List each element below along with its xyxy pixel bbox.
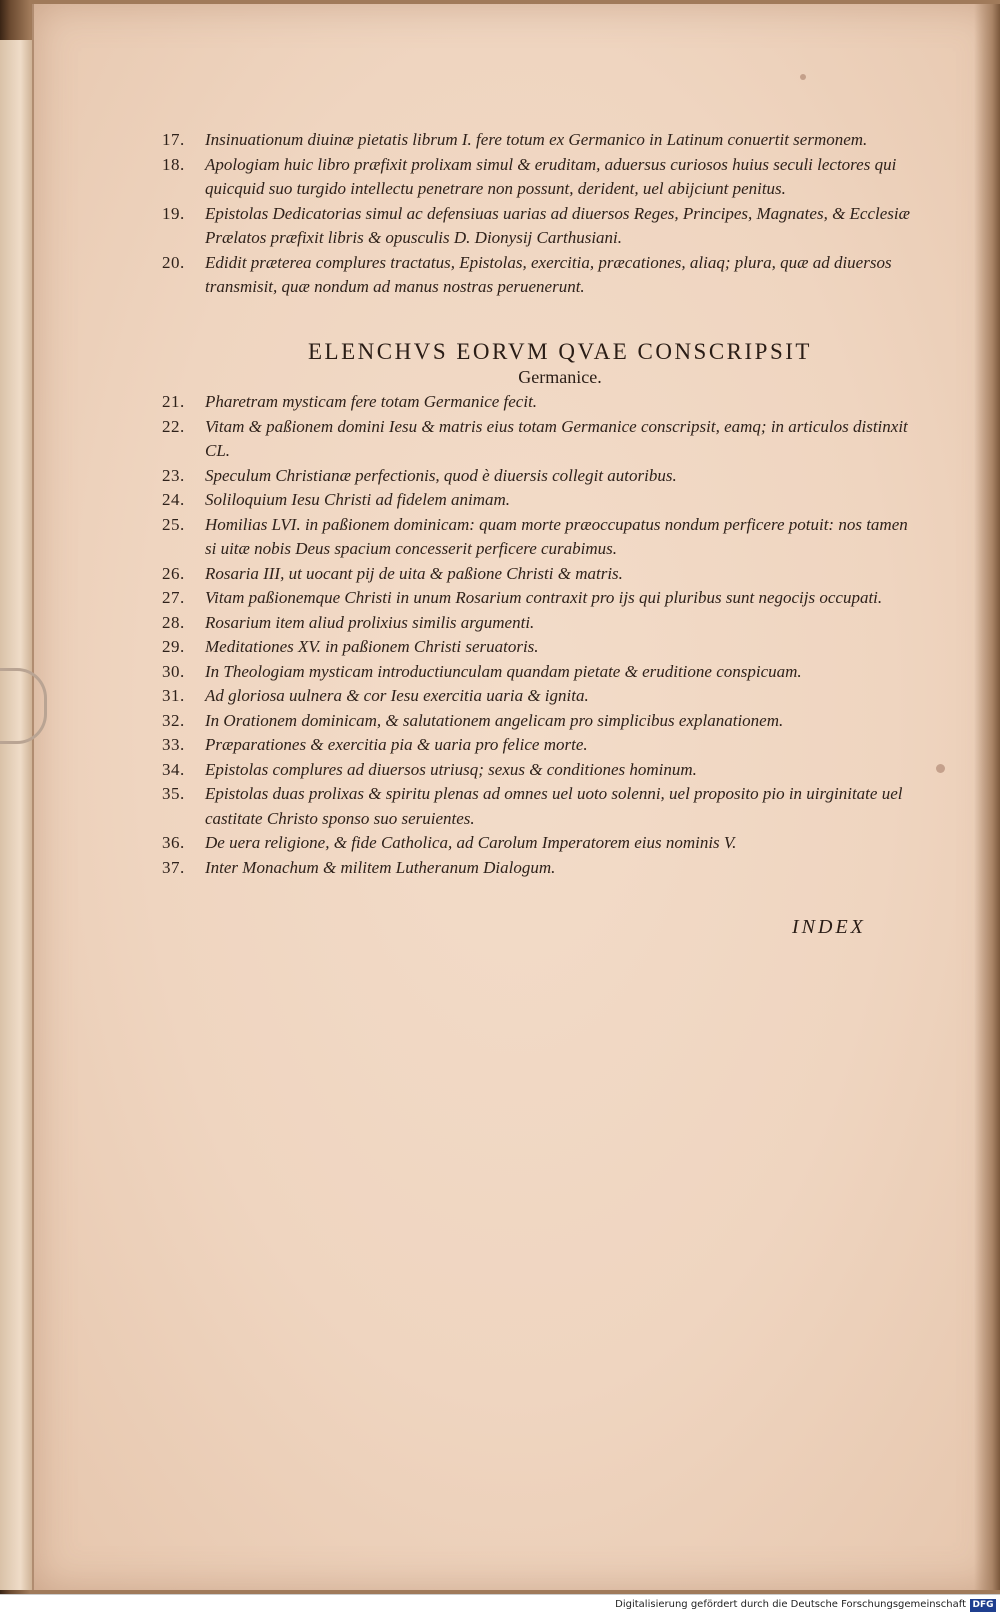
list-item (162, 586, 922, 611)
entry-number: 37. (162, 857, 185, 877)
entry-number: 23. (162, 465, 185, 485)
list-item (162, 488, 922, 513)
entry-text: Rosaria III, ut uocant pij de uita & paßione Christi & matris. (205, 563, 623, 583)
entry-text: Meditationes XV. in paßionem Christi seruatoris. (205, 637, 539, 656)
list-item (162, 758, 922, 783)
entry-number: 31. (162, 686, 185, 705)
entry-text: Præparationes & exercitia pia & uaria pro felice morte. (205, 735, 588, 754)
list-item (162, 782, 922, 831)
entry-number: 19. (162, 203, 185, 223)
list-item (162, 153, 922, 202)
dfg-logo-icon: DFG (970, 1599, 996, 1612)
list-item (162, 831, 922, 856)
entry-text: Rosarium item aliud prolixius similis argumenti. (205, 612, 535, 632)
list-item (162, 562, 922, 587)
list-item (162, 856, 922, 881)
entry-text: Epistolas complures ad diuersos utriusq; sexus & conditiones hominum. (205, 759, 697, 779)
entry-number: 18. (162, 154, 185, 174)
entry-number: 24. (162, 490, 185, 509)
entry-number: 34. (162, 759, 185, 779)
entry-text: Epistolas duas prolixas & spiritu plenas ad omnes uel uoto solenni, uel proposito pio in uirginitate uel castitate Christo sponso suo seruientes. (205, 784, 903, 828)
entry-list-after-heading (162, 390, 922, 880)
entry-number: 33. (162, 735, 185, 754)
heading-title: ELENCHVS EORVM QVAE CONSCRIPSIT (308, 339, 812, 364)
entry-number: 21. (162, 392, 185, 411)
entry-text: Ad gloriosa uulnera & cor Iesu exercitia uaria & ignita. (205, 686, 589, 705)
entry-number: 25. (162, 514, 185, 534)
entry-number: 22. (162, 416, 185, 436)
adjacent-page-edge (0, 40, 35, 1590)
entry-number: 36. (162, 833, 185, 852)
list-item (162, 709, 922, 734)
entry-text: Edidit præterea complures tractatus, Epistolas, exercitia, præcationes, aliaq; plura, quæ ad diuersos transmisit, quæ nondum ad manus nostras peruenerunt. (205, 252, 892, 296)
entry-number: 28. (162, 612, 185, 632)
entry-number: 29. (162, 637, 185, 656)
section-heading (240, 338, 880, 388)
entry-text: In Orationem dominicam, & salutationem angelicam pro simplicibus explanationem. (205, 710, 784, 730)
entry-text: Inter Monachum & militem Lutheranum Dialogum. (205, 857, 556, 877)
list-item (162, 611, 922, 636)
entry-number: 32. (162, 710, 185, 730)
entry-text: De uera religione, & fide Catholica, ad Carolum Imperatorem eius nominis V. (205, 833, 737, 852)
ink-spot (800, 74, 806, 80)
list-item (162, 464, 922, 489)
list-item (162, 251, 922, 300)
entry-number: 35. (162, 784, 185, 803)
entry-text: Speculum Christianæ perfectionis, quod è diuersis collegit autoribus. (205, 465, 677, 485)
entry-number: 20. (162, 252, 185, 272)
list-item (162, 635, 922, 660)
entry-text: In Theologiam mysticam introductiunculam quandam pietate & eruditione conspicuam. (205, 661, 802, 681)
entry-text: Pharetram mysticam fere totam Germanice fecit. (205, 392, 538, 411)
entry-text: Vitam paßionemque Christi in unum Rosarium contraxit pro ijs qui pluribus sunt negocijs occupati. (205, 588, 883, 607)
entry-number: 26. (162, 563, 185, 583)
heading-subtitle: Germanice. (518, 367, 602, 387)
list-item (162, 684, 922, 709)
page-edge-shadow (974, 4, 1000, 1590)
list-item (162, 390, 922, 415)
catchword: INDEX (792, 916, 866, 938)
entry-text: Epistolas Dedicatorias simul ac defensiuas uarias ad diuersos Reges, Principes, Magnates, & Ecclesiæ Prælatos præfixit libris & opusculis D. Dionysij Carthusiani. (205, 203, 910, 247)
entry-text: Vitam & paßionem domini Iesu & matris eius totam Germanice conscripsit, eamq; in articulos distinxit CL. (205, 416, 908, 460)
list-item (162, 733, 922, 758)
footer-bar (0, 1594, 1000, 1617)
entry-number: 17. (162, 130, 185, 149)
list-item (162, 513, 922, 562)
list-item (162, 660, 922, 685)
page-clip (0, 668, 47, 744)
footer-credit: Digitalisierung gefördert durch die Deutsche Forschungsgemeinschaft (615, 1599, 966, 1610)
list-item (162, 128, 922, 153)
ink-spot (936, 764, 945, 773)
entry-list-before-heading (162, 128, 922, 300)
entry-text: Soliloquium Iesu Christi ad fidelem animam. (205, 490, 511, 509)
entry-text: Apologiam huic libro præfixit prolixam simul & eruditam, aduersus curiosos huius seculi lectores qui quicquid suo turgido intellectu penetrare non possunt, derident, uel abijciunt penitus. (205, 154, 897, 198)
list-item (162, 202, 922, 251)
entry-text: Homilias LVI. in paßionem dominicam: quam morte præoccupatus nondum perficere potuit: nos tamen si uitæ nobis Deus spacium concesserit perficere curabimus. (205, 514, 908, 558)
list-item (162, 415, 922, 464)
entry-text: Insinuationum diuinæ pietatis librum I. fere totum ex Germanico in Latinum conuertit sermonem. (205, 130, 868, 149)
entry-number: 27. (162, 588, 185, 607)
entry-number: 30. (162, 661, 185, 681)
